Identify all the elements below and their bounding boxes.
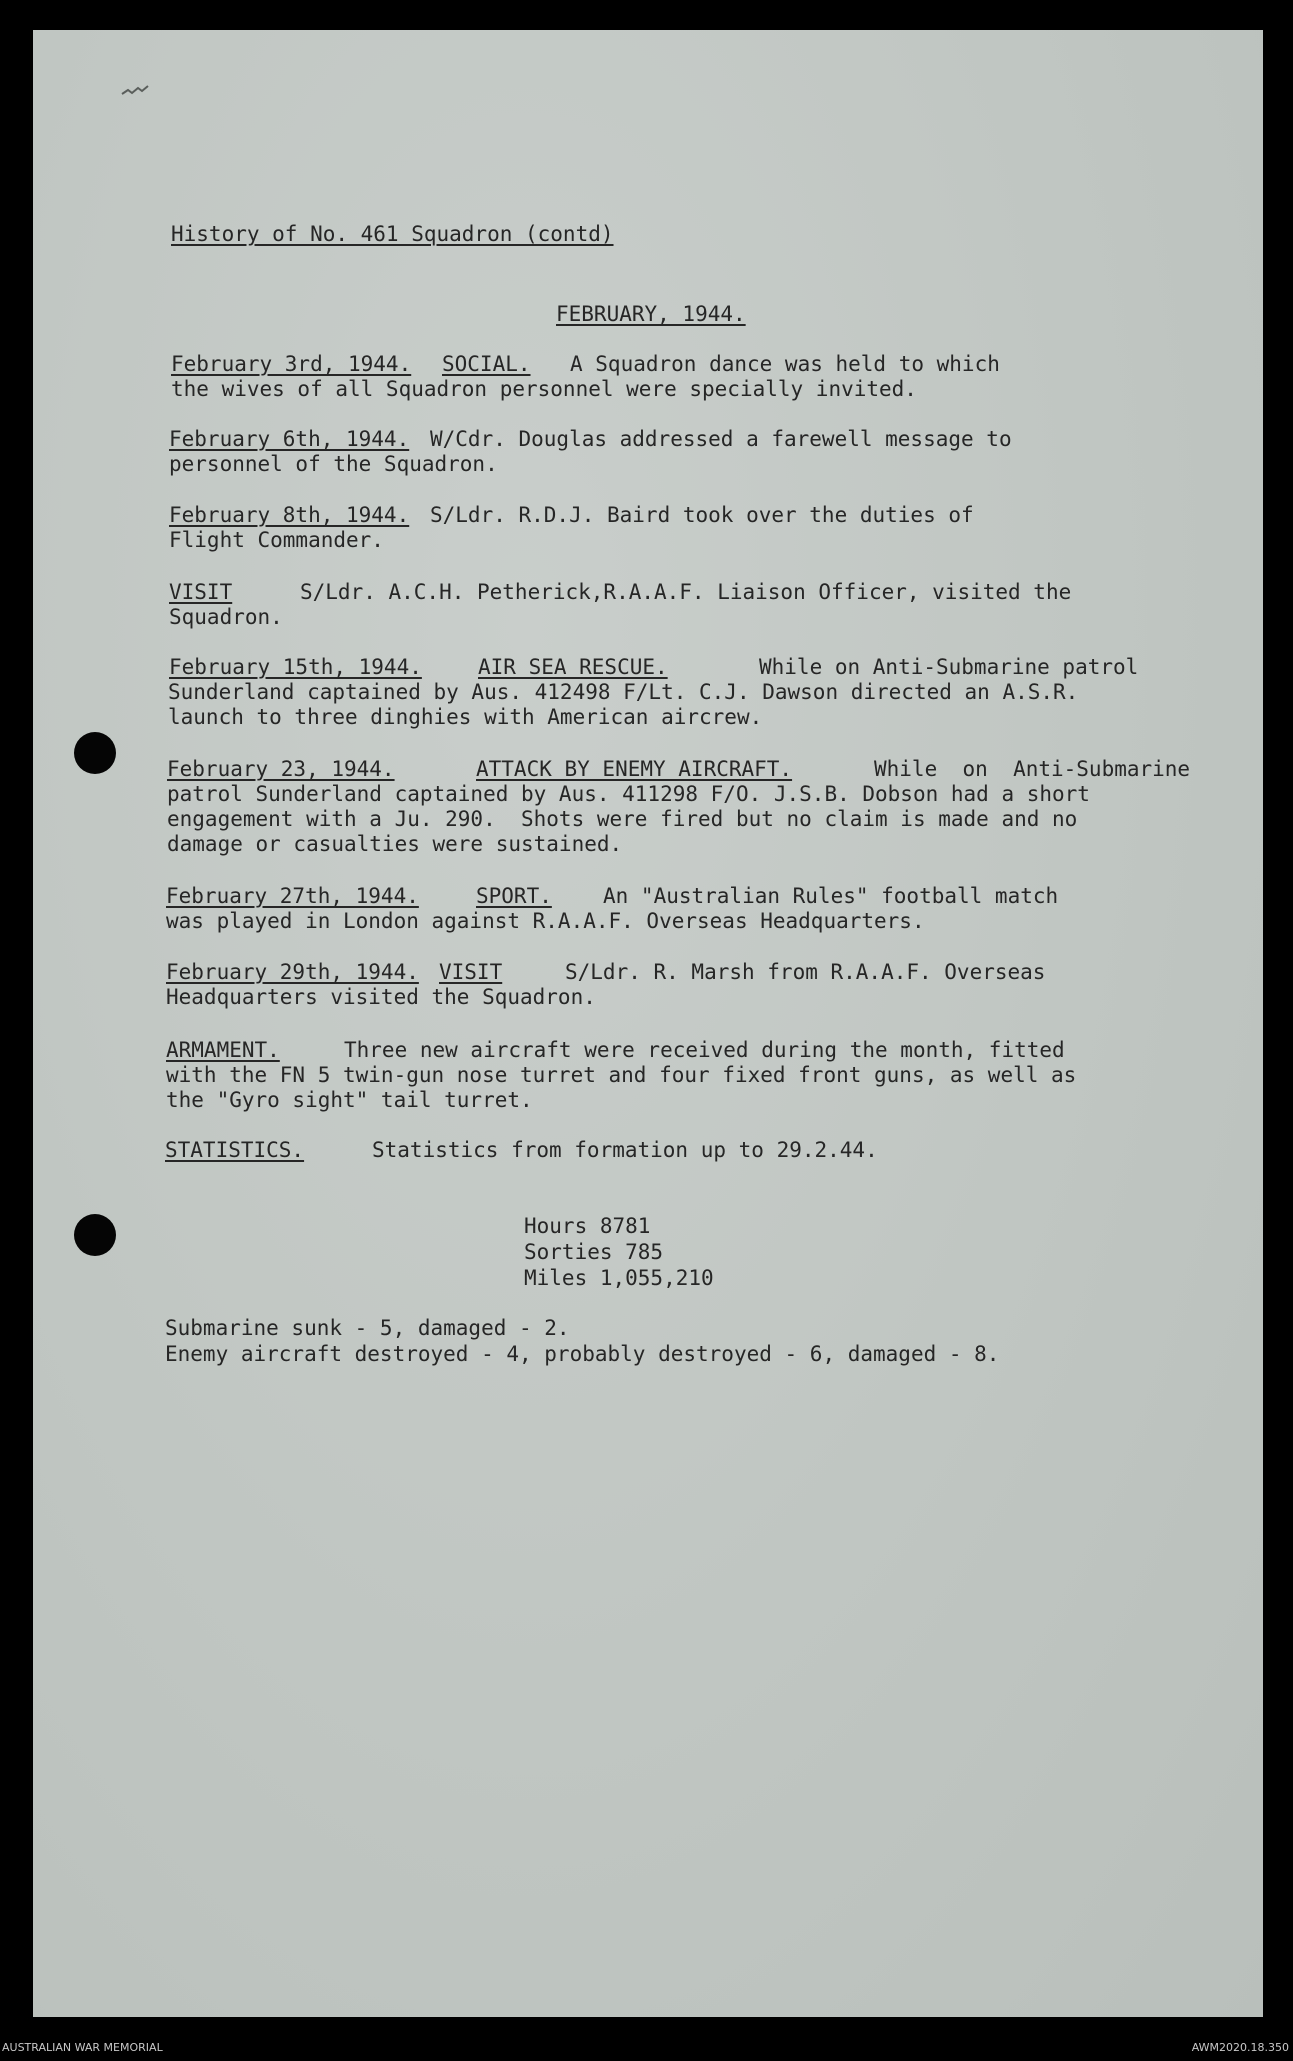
entry-text: patrol Sunderland captained by Aus. 411298 F/O. J.S.B. Dobson had a short bbox=[167, 782, 1090, 806]
entry-date: February 15th, 1944. bbox=[169, 655, 422, 679]
entry-category: SPORT. bbox=[476, 884, 552, 908]
entry-text: damage or casualties were sustained. bbox=[167, 832, 623, 856]
entry-text: engagement with a Ju. 290. Shots were fired but no claim is made and no bbox=[167, 807, 1078, 831]
entry-text: the "Gyro sight" tail turret. bbox=[166, 1088, 533, 1112]
entry-date: February 6th, 1944. bbox=[169, 427, 410, 451]
paper-sheet bbox=[33, 30, 1263, 2017]
entry-date: February 23, 1944. bbox=[167, 757, 395, 781]
entry-text: Sunderland captained by Aus. 412498 F/Lt. C.J. Dawson directed an A.S.R. bbox=[168, 680, 1079, 704]
entry-text: S/Ldr. R. Marsh from R.A.A.F. Overseas bbox=[565, 960, 1046, 984]
stat-miles: Miles 1,055,210 bbox=[524, 1266, 714, 1290]
summary-submarines: Submarine sunk - 5, damaged - 2. bbox=[165, 1316, 570, 1340]
entry-category: AIR SEA RESCUE. bbox=[478, 655, 668, 679]
entry-date: February 3rd, 1944. bbox=[171, 352, 412, 376]
stat-sorties: Sorties 785 bbox=[524, 1240, 664, 1264]
footer-archive-id: AWM2020.18.350 bbox=[1191, 2041, 1289, 2054]
document-header: History of No. 461 Squadron (contd) bbox=[171, 222, 614, 246]
entry-text: Headquarters visited the Squadron. bbox=[166, 985, 596, 1009]
entry-text: Three new aircraft were received during the month, fitted bbox=[344, 1038, 1065, 1062]
entry-date: STATISTICS. bbox=[165, 1138, 305, 1162]
punch-hole-bottom bbox=[74, 1214, 116, 1256]
entry-category: VISIT bbox=[439, 960, 503, 984]
entry-date: ARMAMENT. bbox=[166, 1038, 280, 1062]
summary-aircraft: Enemy aircraft destroyed - 4, probably destroyed - 6, damaged - 8. bbox=[165, 1342, 1000, 1366]
entry-text: An "Australian Rules" football match bbox=[603, 884, 1059, 908]
entry-text: A Squadron dance was held to which bbox=[570, 352, 1000, 376]
entry-text: Flight Commander. bbox=[169, 528, 384, 552]
stat-hours: Hours 8781 bbox=[524, 1214, 651, 1238]
entry-text: S/Ldr. A.C.H. Petherick,R.A.A.F. Liaison Officer, visited the bbox=[300, 580, 1072, 604]
entry-text: While on Anti-Submarine patrol bbox=[759, 655, 1139, 679]
pencil-mark-icon bbox=[120, 80, 150, 100]
entry-text: Statistics from formation up to 29.2.44. bbox=[372, 1138, 878, 1162]
entry-category: SOCIAL. bbox=[442, 352, 531, 376]
punch-hole-top bbox=[74, 732, 116, 774]
entry-text: launch to three dinghies with American aircrew. bbox=[168, 705, 763, 729]
entry-text: While on Anti-Submarine bbox=[874, 757, 1191, 781]
entry-text: with the FN 5 twin-gun nose turret and four fixed front guns, as well as bbox=[166, 1063, 1077, 1087]
entry-text: personnel of the Squadron. bbox=[169, 452, 498, 476]
entry-text: W/Cdr. Douglas addressed a farewell message to bbox=[430, 427, 1012, 451]
month-heading: FEBRUARY, 1944. bbox=[556, 302, 746, 326]
entry-date: February 27th, 1944. bbox=[166, 884, 419, 908]
entry-date: February 29th, 1944. bbox=[166, 960, 419, 984]
entry-text: S/Ldr. R.D.J. Baird took over the duties of bbox=[430, 503, 974, 527]
entry-text: the wives of all Squadron personnel were specially invited. bbox=[171, 377, 917, 401]
entry-text: Squadron. bbox=[169, 605, 283, 629]
footer-archive-name: AUSTRALIAN WAR MEMORIAL bbox=[2, 2041, 163, 2054]
entry-text: was played in London against R.A.A.F. Overseas Headquarters. bbox=[166, 909, 925, 933]
entry-category: ATTACK BY ENEMY AIRCRAFT. bbox=[476, 757, 793, 781]
entry-date: VISIT bbox=[169, 580, 233, 604]
entry-date: February 8th, 1944. bbox=[169, 503, 410, 527]
